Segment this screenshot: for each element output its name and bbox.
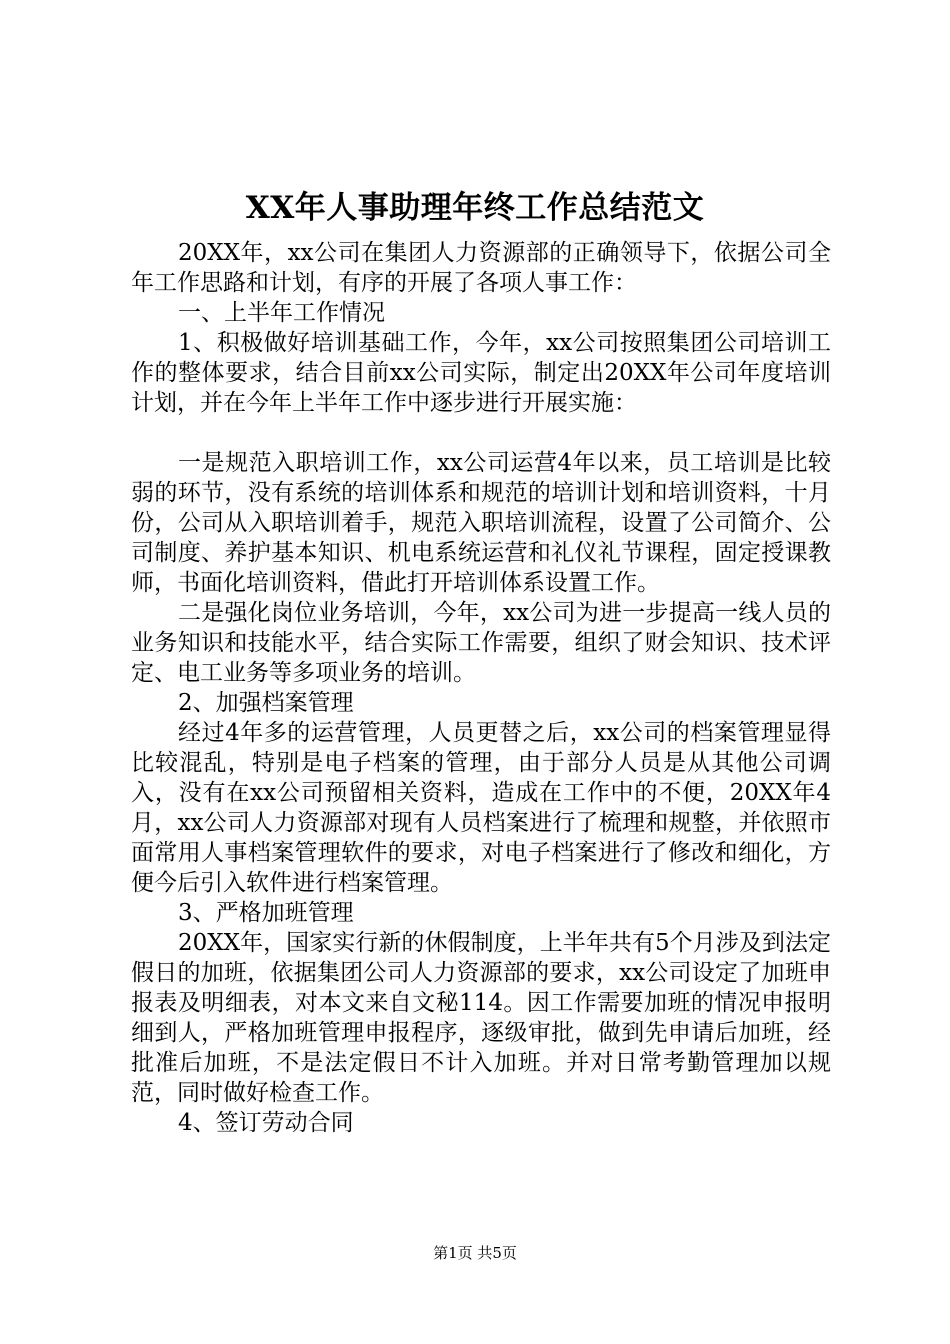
- paragraph-training-basics: 1、积极做好培训基础工作，今年，xx公司按照集团公司培训工作的整体要求，结合目前xx公司实际，制定出20XX年公司年度培训计划，并在今年上半年工作中逐步进行开展实施：: [131, 330, 831, 416]
- document-title: XX年人事助理年终工作总结范文: [245, 190, 705, 226]
- paragraph-overtime-management: 20XX年，国家实行新的休假制度，上半年共有5个月涉及到法定假日的加班，依据集团公司人力资源部的要求，xx公司设定了加班申报表及明细表，对本文来自文秘114。因工作需要加班的情况申报明细到人，严格加班管理申报程序，逐级审批，做到先申请后加班，经批准后加班，不是法定假日不计入加班。并对日常考勤管理加以规范，同时做好检查工作。: [131, 930, 831, 1106]
- paragraph-intro: 20XX年，xx公司在集团人力资源部的正确领导下，依据公司全年工作思路和计划，有序的开展了各项人事工作：: [131, 240, 831, 296]
- page-footer: 第1页 共5页: [433, 1244, 517, 1262]
- paragraph-archive-management: 经过4年多的运营管理，人员更替之后，xx公司的档案管理显得比较混乱，特别是电子档案的管理，由于部分人员是从其他公司调入，没有在xx公司预留相关资料，造成在工作中的不便，20XX年4月，xx公司人力资源部对现有人员档案进行了梳理和规整，并依照市面常用人事档案管理软件的要求，对电子档案进行了修改和细化，方便今后引入软件进行档案管理。: [131, 720, 831, 896]
- section-heading-first-half: 一、上半年工作情况: [178, 300, 385, 326]
- subheading-overtime-management: 3、严格加班管理: [178, 900, 354, 926]
- paragraph-onboarding-training: 一是规范入职培训工作，xx公司运营4年以来，员工培训是比较弱的环节，没有系统的培训体系和规范的培训计划和培训资料，十月份，公司从入职培训着手，规范入职培训流程，设置了公司简介、公司制度、养护基本知识、机电系统运营和礼仪礼节课程，固定授课教师，书面化培训资料，借此打开培训体系设置工作。: [131, 450, 831, 596]
- subheading-labor-contract: 4、签订劳动合同: [178, 1110, 354, 1136]
- paragraph-job-training: 二是强化岗位业务培训，今年，xx公司为进一步提高一线人员的业务知识和技能水平，结合实际工作需要，组织了财会知识、技术评定、电工业务等多项业务的培训。: [131, 600, 831, 686]
- subheading-archive-management: 2、加强档案管理: [178, 690, 354, 716]
- document-body: [131, 238, 831, 1138]
